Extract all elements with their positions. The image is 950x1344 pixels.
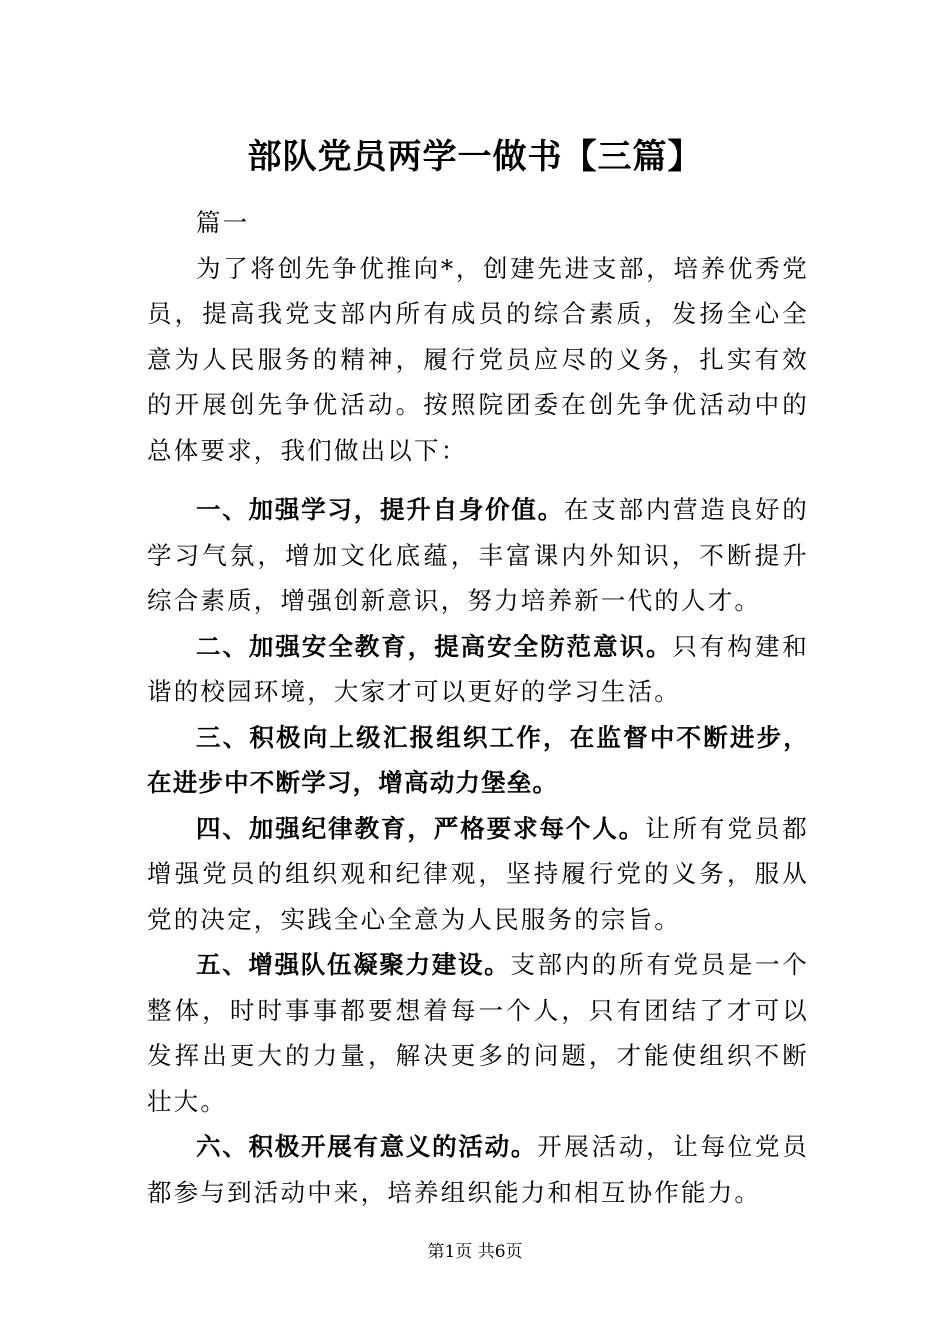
- item-text: 让所有党员都增强党员的组织观和纪律观，坚持履行党的义务，服从党的决定，实践全心全意为人民服务的宗旨。: [147, 813, 809, 934]
- list-item: [147, 942, 809, 1124]
- item-heading: 三、积极向上级汇报组织工作，在监督中不断进步，在进步中不断学习，增高动力堡垒。: [147, 722, 809, 797]
- item-text: 只有构建和谐的校园环境，大家才可以更好的学习生活。: [147, 631, 809, 706]
- item-text: 在支部内营造良好的学习气氛，增加文化底蕴，丰富课内外知识，不断提升综合素质，增强创新意识，努力培养新一代的人才。: [147, 495, 809, 615]
- item-heading: 四、加强纪律教育，严格要求每个人。: [196, 813, 646, 843]
- intro-paragraph: 为了将创先争优推向*，创建先进支部，培养优秀党员，提高我党支部内所有成员的综合素质，发扬全心全意为人民服务的精神，履行党员应尽的义务，扎实有效的开展创先争优活动。按照院团委在创先争优活动中的总体要求，我们做出以下：: [147, 253, 809, 465]
- item-heading: 二、加强安全教育，提高安全防范意识。: [196, 631, 673, 661]
- item-heading: 五、增强队伍凝聚力建设。: [196, 950, 511, 979]
- item-text: 支部内的所有党员是一个整体，时时事事都要想着每一个人，只有团结了才可以发挥出更大的力量，解决更多的问题，才能使组织不断壮大。: [147, 950, 809, 1116]
- list-item: [147, 487, 809, 624]
- page-indicator: 第1页 共6页: [427, 1242, 523, 1262]
- document-body: [147, 200, 809, 1215]
- item-heading: 六、积极开展有意义的活动。: [196, 1132, 538, 1161]
- list-item: [147, 806, 809, 943]
- document-title: 部队党员两学一做书【三篇】: [247, 137, 703, 177]
- list-item: [147, 624, 809, 715]
- list-item: [147, 1124, 809, 1215]
- list-item: [147, 715, 809, 806]
- item-text: 开展活动，让每位党员都参与到活动中来，培养组织能力和相互协作能力。: [147, 1132, 809, 1207]
- item-heading: 一、加强学习，提升自身价值。: [196, 495, 564, 524]
- section-label: 篇一: [196, 208, 250, 237]
